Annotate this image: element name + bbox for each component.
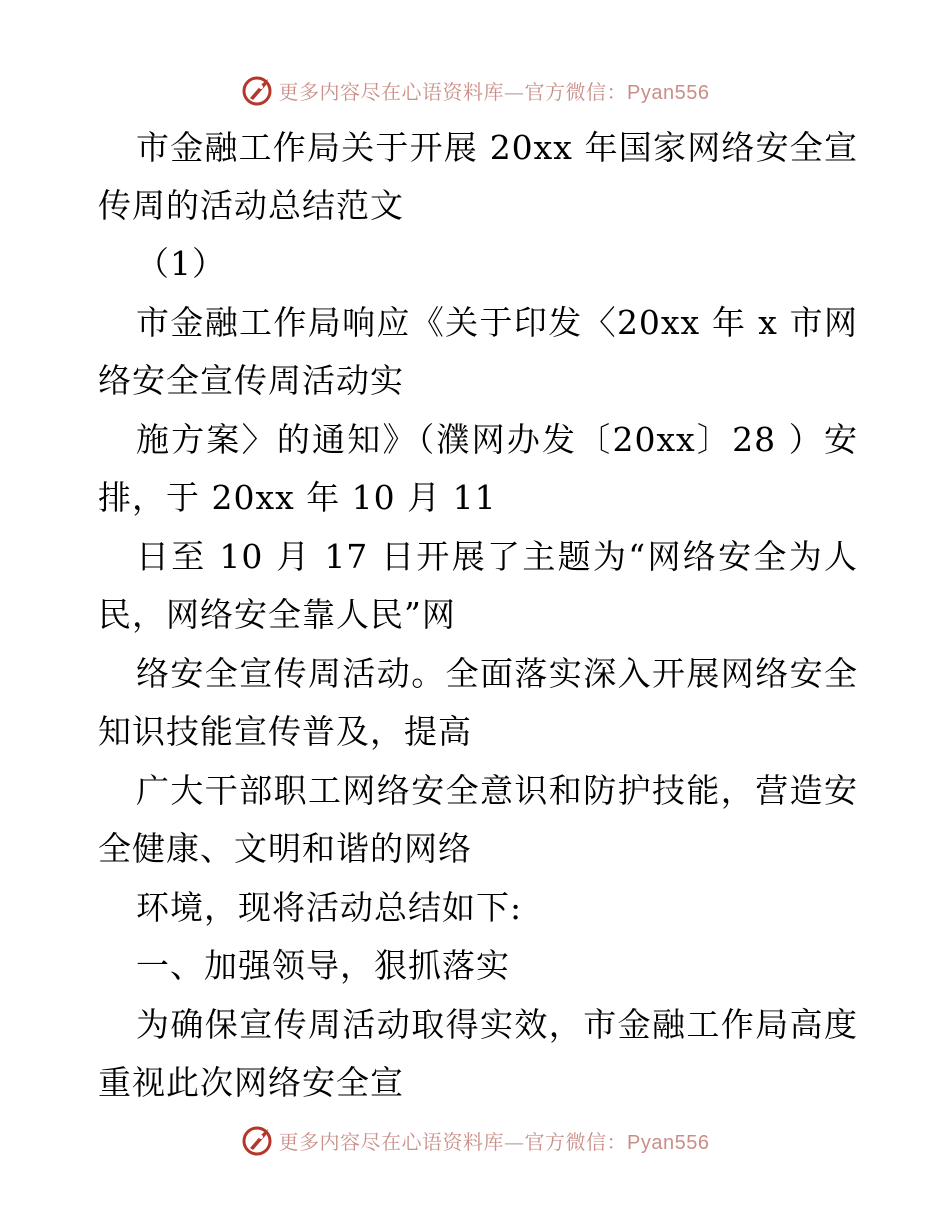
header-banner-wechat-id: Pyan556 xyxy=(627,81,710,104)
footer-banner-wechat-label: 官方微信： xyxy=(524,1129,628,1154)
paragraph-line: 络安全宣传周活动实 xyxy=(98,361,404,400)
title-line-1: 市金融工作局关于开展 20xx 年国家网络安全宣 xyxy=(136,128,858,167)
section-number: （1） xyxy=(136,244,226,283)
paragraph-line: 知识技能宣传普及，提高 xyxy=(98,712,472,751)
paragraph-line: 排，于 20xx 年 10 月 11 xyxy=(98,478,497,517)
footer-banner-text xyxy=(279,1126,710,1155)
pen-nib-logo-icon xyxy=(241,1123,275,1157)
header-banner-main: 更多内容尽在心语资料库 xyxy=(278,79,505,104)
paragraph-line: 市金融工作局响应《关于印发〈20xx 年 x 市网 xyxy=(136,303,858,342)
paragraph-line: 广大干部职工网络安全意识和防护技能，营造安 xyxy=(136,771,858,810)
paragraph-line: 施方案〉的通知》（濮网办发〔20xx〕28 ）安 xyxy=(136,420,858,459)
paragraph-line: 为确保宣传周活动取得实效，市金融工作局高度 xyxy=(136,1005,858,1044)
footer-banner-dash: — xyxy=(504,1129,525,1154)
paragraph-line: 重视此次网络安全宣 xyxy=(98,1063,404,1102)
footer-banner-main: 更多内容尽在心语资料库 xyxy=(278,1129,505,1154)
paragraph-line: 全健康、文明和谐的网络 xyxy=(98,829,472,868)
paragraph-line: 民，网络安全靠人民”网 xyxy=(98,595,456,634)
header-banner-wechat-label: 官方微信： xyxy=(524,79,628,104)
paragraph-line: 日至 10 月 17 日开展了主题为“网络安全为人 xyxy=(136,537,858,576)
footer-banner xyxy=(0,1120,950,1160)
header-banner-dash: — xyxy=(504,79,525,104)
paragraph-line: 络安全宣传周活动。全面落实深入开展网络安全 xyxy=(136,654,858,693)
title-line-2: 传周的活动总结范文 xyxy=(98,186,404,225)
paragraph-line: 环境，现将活动总结如下: xyxy=(136,888,523,927)
section-heading: 一、加强领导，狠抓落实 xyxy=(136,946,510,985)
footer-banner-wechat-id: Pyan556 xyxy=(627,1131,710,1154)
